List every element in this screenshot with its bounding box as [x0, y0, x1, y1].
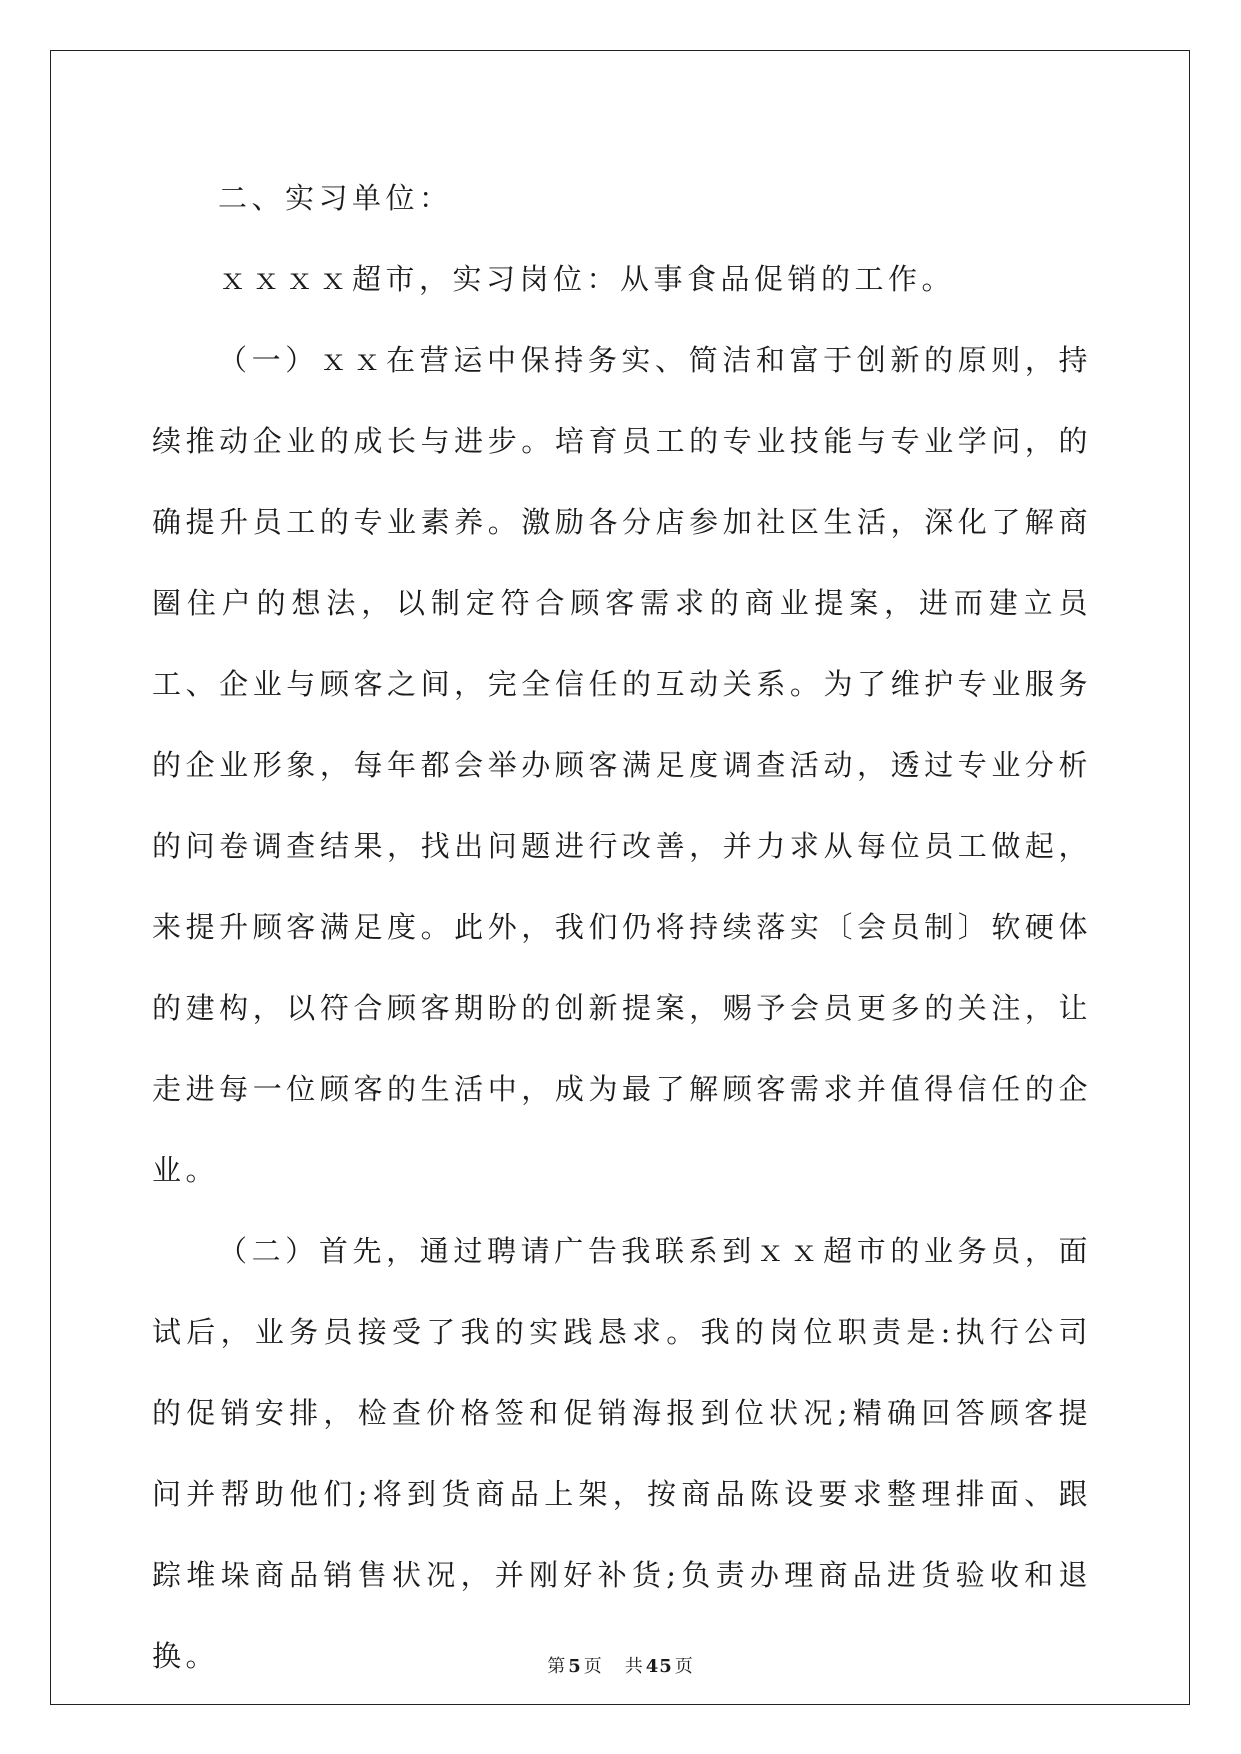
total-pages: 45: [645, 1656, 673, 1677]
page-suffix: 页: [583, 1656, 603, 1677]
paragraph-internship-position: ｘｘｘｘ超市，实习岗位：从事食品促销的工作。: [218, 262, 956, 296]
document-body: [152, 158, 1092, 1697]
page-prefix: 第: [547, 1656, 567, 1677]
paragraph-section-two: （二）首先，通过聘请广告我联系到ｘｘ超市的业务员，面试后，业务员接受了我的实践恳求。我的岗位职责是:执行公司的促销安排，检查价格签和促销海报到位状况;精确回答顾客提问并帮助他们;将到货商品上架，按商品陈设要求整理排面、跟踪堆垛商品销售状况，并刚好补货;负责办理商品进货验收和退换。: [152, 1234, 1092, 1673]
page-number: 5: [568, 1656, 582, 1677]
total-suffix: 页: [674, 1656, 694, 1677]
total-prefix: 共: [624, 1656, 644, 1677]
paragraph-internship-unit: 二、实习单位：: [218, 181, 453, 215]
paragraph-section-one: （一）ｘｘ在营运中保持务实、简洁和富于创新的原则，持续推动企业的成长与进步。培育员工的专业技能与专业学问，的确提升员工的专业素养。激励各分店参加社区生活，深化了解商圈住户的想法，以制定符合顾客需求的商业提案，进而建立员工、企业与顾客之间，完全信任的互动关系。为了维护专业服务的企业形象，每年都会举办顾客满足度调查活动，透过专业分析的问卷调查结果，找出问题进行改善，并力求从每位员工做起，来提升顾客满足度。此外，我们仍将持续落实〔会员制〕软硬体的建构，以符合顾客期盼的创新提案，赐予会员更多的关注，让走进每一位顾客的生活中，成为最了解顾客需求并值得信任的企业。: [152, 343, 1092, 1187]
page-footer: [0, 1655, 1241, 1679]
